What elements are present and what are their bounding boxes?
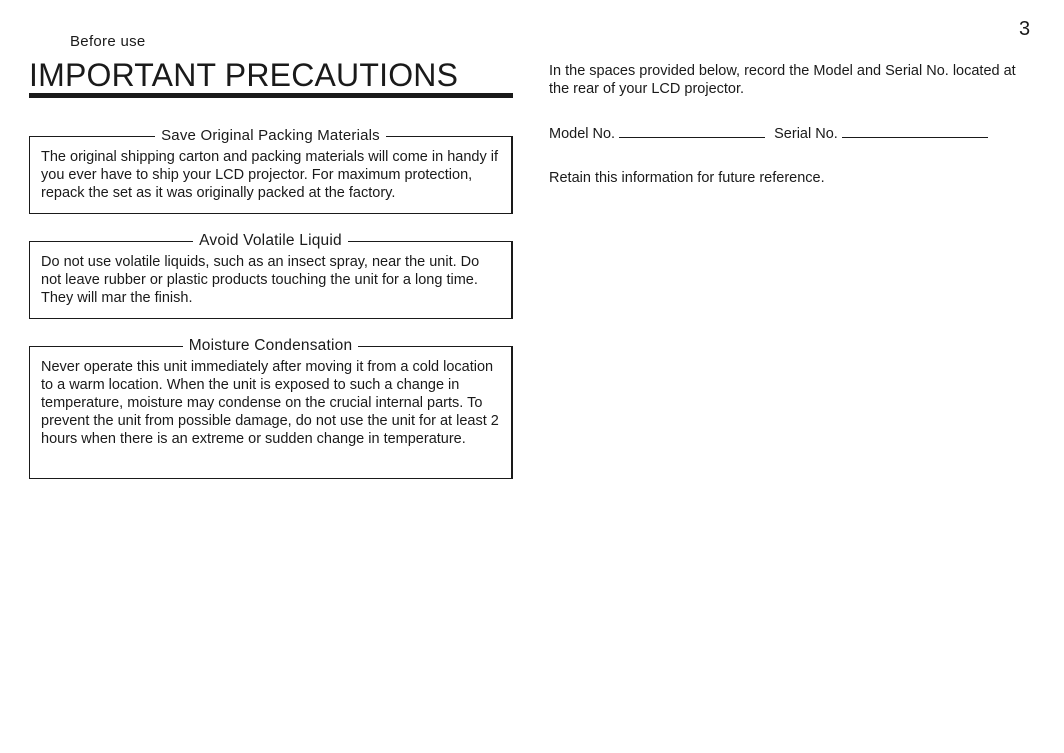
section-label: Before use [70, 33, 146, 50]
precaution-body: Do not use volatile liquids, such as an insect spray, near the unit. Do not leave rubber or plastic products touching the unit for a long time. They will mar the finish. [41, 254, 480, 306]
serial-number-blank[interactable] [842, 125, 988, 138]
precaution-body: The original shipping carton and packing materials will come in handy if you ever have to ship your LCD projector. For maximum protection, repack the set as it was originally packed at the factory. [41, 149, 498, 201]
model-label: Model No. [549, 126, 616, 142]
precaution-heading-text: Save Original Packing Materials [155, 127, 386, 144]
page-title: IMPORTANT PRECAUTIONS [29, 57, 459, 93]
precaution-box-packing [29, 127, 513, 214]
page-number: 3 [1019, 18, 1031, 40]
precaution-heading [30, 337, 511, 355]
record-row [549, 125, 988, 143]
retain-note: Retain this information for future reference. [549, 170, 825, 186]
precaution-box-volatile-liquid [29, 232, 513, 319]
precaution-heading-text: Avoid Volatile Liquid [193, 232, 348, 249]
precaution-heading [30, 127, 511, 145]
precaution-box-moisture [29, 337, 513, 479]
serial-label: Serial No. [774, 126, 838, 142]
model-number-blank[interactable] [619, 125, 765, 138]
title-rule [29, 93, 513, 98]
precaution-heading-text: Moisture Condensation [183, 337, 359, 354]
precaution-body: Never operate this unit immediately after moving it from a cold location to a warm location. When the unit is exposed to such a change in temperature, moisture may condense on the crucial internal parts. To prevent the unit from possible damage, do not use the unit for at least 2 hours when there is an extreme or sudden change in temperature. [41, 359, 499, 447]
precaution-heading [30, 232, 511, 250]
record-intro: In the spaces provided below, record the Model and Serial No. located at the rear of your LCD projector. [549, 63, 1016, 97]
